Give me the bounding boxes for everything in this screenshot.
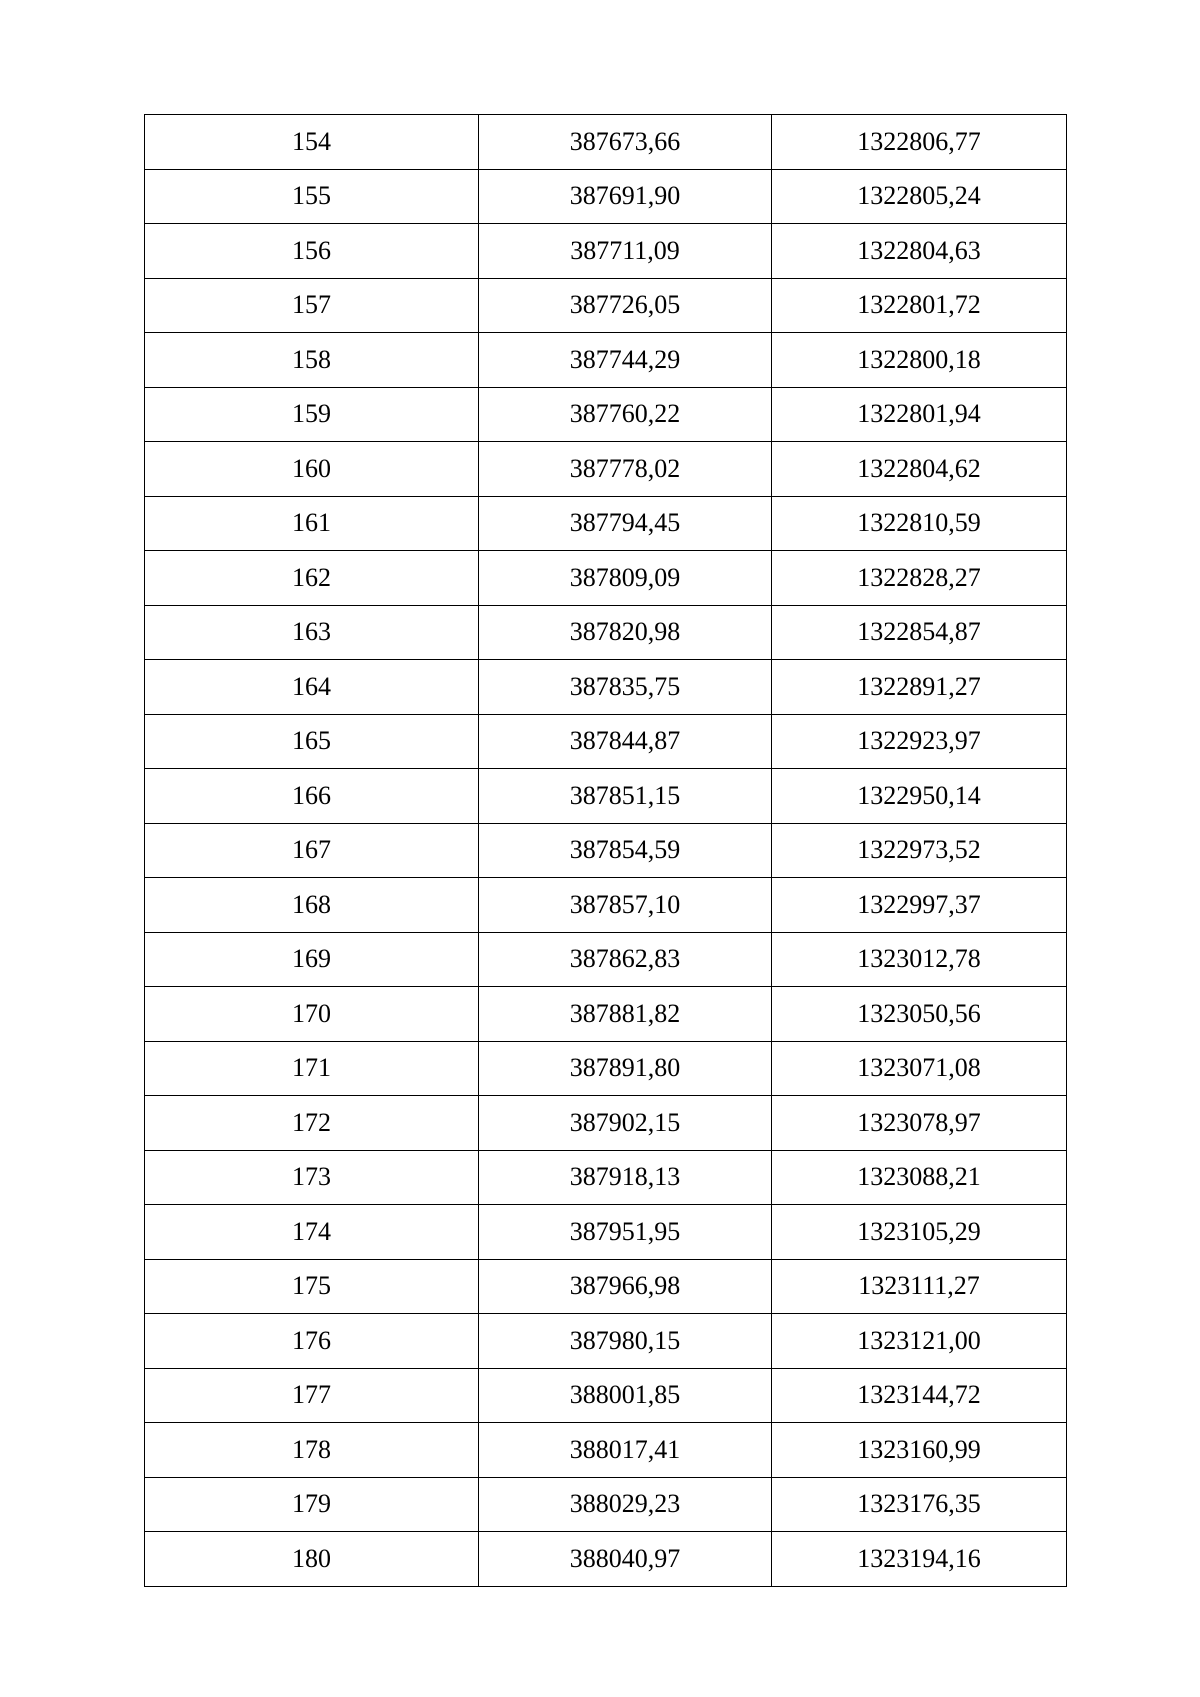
point-number-cell: 177 [145,1368,479,1423]
y-coordinate-cell: 1323121,00 [772,1314,1067,1369]
table-row [145,1259,1067,1314]
table-row [145,932,1067,987]
x-coordinate-cell: 387881,82 [479,987,772,1042]
y-coordinate-cell: 1323105,29 [772,1205,1067,1260]
y-coordinate-cell: 1322801,94 [772,387,1067,442]
point-number-cell: 176 [145,1314,479,1369]
x-coordinate-cell: 387835,75 [479,660,772,715]
point-number-cell: 157 [145,278,479,333]
table-row [145,1205,1067,1260]
y-coordinate-cell: 1323160,99 [772,1423,1067,1478]
point-number-cell: 169 [145,932,479,987]
x-coordinate-cell: 387851,15 [479,769,772,824]
table-row [145,769,1067,824]
x-coordinate-cell: 388029,23 [479,1477,772,1532]
x-coordinate-cell: 387726,05 [479,278,772,333]
x-coordinate-cell: 387744,29 [479,333,772,388]
table-row [145,660,1067,715]
table-row [145,551,1067,606]
x-coordinate-cell: 387854,59 [479,823,772,878]
x-coordinate-cell: 387673,66 [479,115,772,170]
table-row [145,1041,1067,1096]
table-row [145,878,1067,933]
y-coordinate-cell: 1322804,62 [772,442,1067,497]
y-coordinate-cell: 1322806,77 [772,115,1067,170]
x-coordinate-cell: 387820,98 [479,605,772,660]
table-row [145,987,1067,1042]
point-number-cell: 173 [145,1150,479,1205]
y-coordinate-cell: 1322923,97 [772,714,1067,769]
table-row [145,1532,1067,1587]
y-coordinate-cell: 1322854,87 [772,605,1067,660]
y-coordinate-cell: 1323078,97 [772,1096,1067,1151]
table-row [145,115,1067,170]
point-number-cell: 167 [145,823,479,878]
x-coordinate-cell: 387918,13 [479,1150,772,1205]
x-coordinate-cell: 387691,90 [479,169,772,224]
y-coordinate-cell: 1323012,78 [772,932,1067,987]
x-coordinate-cell: 387857,10 [479,878,772,933]
point-number-cell: 165 [145,714,479,769]
point-number-cell: 155 [145,169,479,224]
coordinates-table [144,114,1067,1587]
table-row [145,224,1067,279]
x-coordinate-cell: 388040,97 [479,1532,772,1587]
x-coordinate-cell: 387891,80 [479,1041,772,1096]
y-coordinate-cell: 1323071,08 [772,1041,1067,1096]
y-coordinate-cell: 1322801,72 [772,278,1067,333]
point-number-cell: 164 [145,660,479,715]
point-number-cell: 170 [145,987,479,1042]
table-row [145,442,1067,497]
point-number-cell: 163 [145,605,479,660]
point-number-cell: 180 [145,1532,479,1587]
table-row [145,1477,1067,1532]
y-coordinate-cell: 1323088,21 [772,1150,1067,1205]
table-row [145,496,1067,551]
y-coordinate-cell: 1322805,24 [772,169,1067,224]
y-coordinate-cell: 1322810,59 [772,496,1067,551]
point-number-cell: 162 [145,551,479,606]
table-row [145,1150,1067,1205]
y-coordinate-cell: 1322973,52 [772,823,1067,878]
x-coordinate-cell: 387778,02 [479,442,772,497]
table-row [145,823,1067,878]
table-row [145,278,1067,333]
point-number-cell: 168 [145,878,479,933]
x-coordinate-cell: 387794,45 [479,496,772,551]
point-number-cell: 175 [145,1259,479,1314]
x-coordinate-cell: 387951,95 [479,1205,772,1260]
point-number-cell: 160 [145,442,479,497]
point-number-cell: 156 [145,224,479,279]
table-row [145,387,1067,442]
y-coordinate-cell: 1323111,27 [772,1259,1067,1314]
table-row [145,169,1067,224]
x-coordinate-cell: 387809,09 [479,551,772,606]
table-row [145,1423,1067,1478]
y-coordinate-cell: 1322828,27 [772,551,1067,606]
y-coordinate-cell: 1322804,63 [772,224,1067,279]
point-number-cell: 158 [145,333,479,388]
x-coordinate-cell: 387760,22 [479,387,772,442]
point-number-cell: 179 [145,1477,479,1532]
x-coordinate-cell: 388017,41 [479,1423,772,1478]
x-coordinate-cell: 387980,15 [479,1314,772,1369]
x-coordinate-cell: 387711,09 [479,224,772,279]
table-row [145,1314,1067,1369]
x-coordinate-cell: 387966,98 [479,1259,772,1314]
y-coordinate-cell: 1322997,37 [772,878,1067,933]
point-number-cell: 161 [145,496,479,551]
y-coordinate-cell: 1323144,72 [772,1368,1067,1423]
y-coordinate-cell: 1323194,16 [772,1532,1067,1587]
y-coordinate-cell: 1322950,14 [772,769,1067,824]
x-coordinate-cell: 387902,15 [479,1096,772,1151]
point-number-cell: 154 [145,115,479,170]
y-coordinate-cell: 1323050,56 [772,987,1067,1042]
point-number-cell: 166 [145,769,479,824]
y-coordinate-cell: 1323176,35 [772,1477,1067,1532]
y-coordinate-cell: 1322800,18 [772,333,1067,388]
table-row [145,605,1067,660]
point-number-cell: 172 [145,1096,479,1151]
x-coordinate-cell: 388001,85 [479,1368,772,1423]
point-number-cell: 171 [145,1041,479,1096]
point-number-cell: 178 [145,1423,479,1478]
x-coordinate-cell: 387862,83 [479,932,772,987]
coordinates-table-body [145,115,1067,1587]
table-row [145,1368,1067,1423]
point-number-cell: 174 [145,1205,479,1260]
table-row [145,1096,1067,1151]
point-number-cell: 159 [145,387,479,442]
x-coordinate-cell: 387844,87 [479,714,772,769]
table-row [145,714,1067,769]
y-coordinate-cell: 1322891,27 [772,660,1067,715]
table-row [145,333,1067,388]
